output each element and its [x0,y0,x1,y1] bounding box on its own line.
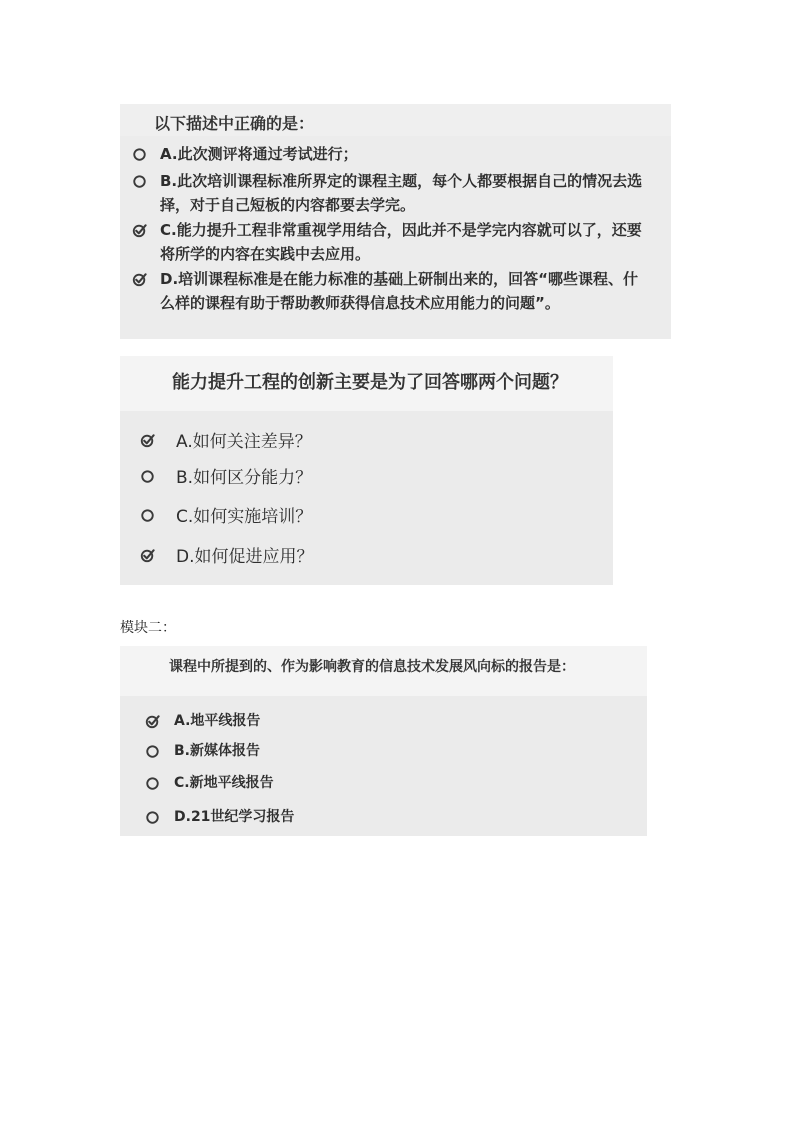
quiz-3-header [120,646,647,696]
quiz-3-option-c[interactable] [120,773,274,793]
quiz-1-option-d-radio-checked-icon[interactable] [124,267,160,291]
quiz-2-question: 能力提升工程的创新主要是为了回答哪两个问题？ [172,372,568,393]
quiz-1-option-c-radio-checked-icon[interactable] [124,218,160,242]
quiz-2-option-c-radio-empty-icon[interactable] [120,505,176,529]
quiz-3-option-a[interactable] [120,711,260,731]
quiz-1-option-b-label: B.此次培训课程标准所界定的课程主题，每个人都要根据自己的情况去选择，对于自己短板的内容都要去学完。 [160,172,643,214]
quiz-3-option-d-radio-empty-icon[interactable] [120,807,174,827]
quiz-1-option-c-label: C.能力提升工程非常重视学用结合，因此并不是学完内容就可以了，还要将所学的内容在实践中去应用。 [160,221,642,263]
quiz-3-option-d[interactable] [120,807,294,827]
quiz-2-header [120,356,613,411]
quiz-1-option-d-label: D.培训课程标准是在能力标准的基础上研制出来的，回答“哪些课程、什么样的课程有助于帮助教师获得信息技术应用能力的问题”。 [160,270,639,312]
quiz-3-option-b-radio-empty-icon[interactable] [120,741,174,761]
quiz-3-option-a-label: A.地平线报告 [174,713,261,729]
quiz-1-option-d[interactable] [124,267,650,315]
section-label: 模块二： [120,620,176,636]
quiz-2-option-d-label: D.如何促进应用？ [176,547,314,567]
quiz-2-option-b[interactable] [120,466,312,490]
quiz-2-option-b-label: B.如何区分能力？ [176,468,313,488]
quiz-1-header [120,104,671,136]
quiz-2-option-c-label: C.如何实施培训？ [176,507,313,527]
quiz-1-option-b-radio-empty-icon[interactable] [124,169,160,193]
quiz-3-option-b-label: B.新媒体报告 [174,743,260,759]
quiz-card-1 [120,104,671,339]
quiz-2-option-c[interactable] [120,505,312,529]
quiz-card-2 [120,356,613,585]
quiz-3-question: 课程中所提到的、作为影响教育的信息技术发展风向标的报告是： [169,659,575,675]
quiz-1-question: 以下描述中正确的是： [154,114,315,133]
quiz-1-option-a-radio-empty-icon[interactable] [124,142,160,166]
quiz-2-option-d-radio-checked-icon[interactable] [120,545,176,569]
quiz-3-option-a-radio-checked-icon[interactable] [120,711,174,731]
quiz-3-option-c-radio-empty-icon[interactable] [120,773,174,793]
quiz-1-option-a[interactable] [124,142,650,166]
quiz-card-3 [120,646,647,836]
quiz-3-option-c-label: C.新地平线报告 [174,775,274,791]
quiz-2-option-a-label: A.如何关注差异？ [176,432,312,452]
quiz-2-option-d[interactable] [120,545,314,569]
quiz-2-option-b-radio-empty-icon[interactable] [120,466,176,490]
quiz-2-option-a-radio-checked-icon[interactable] [120,430,176,454]
quiz-3-option-d-label: D.21世纪学习报告 [174,809,295,825]
quiz-2-option-a[interactable] [120,430,312,454]
quiz-1-option-c[interactable] [124,218,650,266]
quiz-1-option-a-label: A.此次测评将通过考试进行； [160,145,358,163]
quiz-1-option-b[interactable] [124,169,650,217]
quiz-3-option-b[interactable] [120,741,260,761]
